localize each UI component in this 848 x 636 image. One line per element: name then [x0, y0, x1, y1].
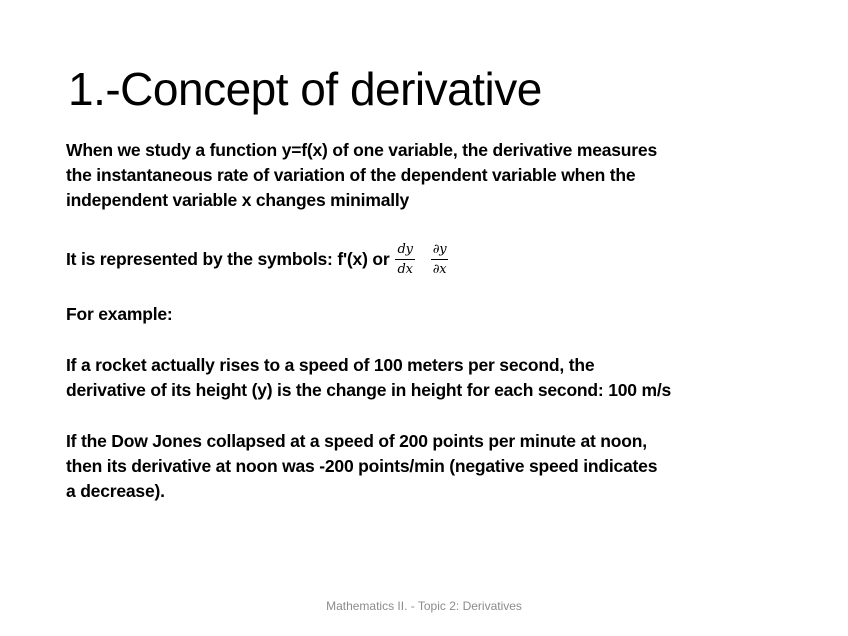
fraction-denominator: ∂x	[432, 261, 447, 277]
rocket-example-line: derivative of its height (y) is the change in height for each second: 100 m/s	[66, 380, 672, 400]
fraction-numerator: ∂y	[431, 243, 449, 260]
fraction-denominator: dx	[397, 261, 413, 277]
dow-example-paragraph	[66, 429, 657, 504]
fraction-numerator: dy	[395, 243, 414, 260]
definition-paragraph	[66, 138, 657, 213]
symbols-label: It is represented by the symbols: f'(x) or	[66, 248, 390, 269]
slide-title: 1.-Concept of derivative	[68, 63, 542, 115]
rocket-example-line: If a rocket actually rises to a speed of 100 meters per second, the	[66, 355, 595, 375]
dow-example-line: If the Dow Jones collapsed at a speed of 200 points per minute at noon,	[66, 431, 647, 451]
dow-example-line: a decrease).	[66, 481, 165, 501]
example-heading: For example:	[66, 304, 173, 324]
dow-example-line: then its derivative at noon was -200 points/min (negative speed indicates	[66, 456, 658, 476]
partial-derivative-fraction	[431, 243, 449, 276]
derivative-fraction	[395, 243, 414, 276]
definition-line: the instantaneous rate of variation of the dependent variable when the	[66, 165, 636, 185]
slide-footer: Mathematics II. - Topic 2: Derivatives	[326, 599, 522, 613]
rocket-example-paragraph	[66, 353, 671, 403]
definition-line: independent variable x changes minimally	[66, 190, 410, 210]
definition-line: When we study a function y=f(x) of one variable, the derivative measures	[66, 140, 657, 160]
symbols-row	[66, 238, 448, 280]
